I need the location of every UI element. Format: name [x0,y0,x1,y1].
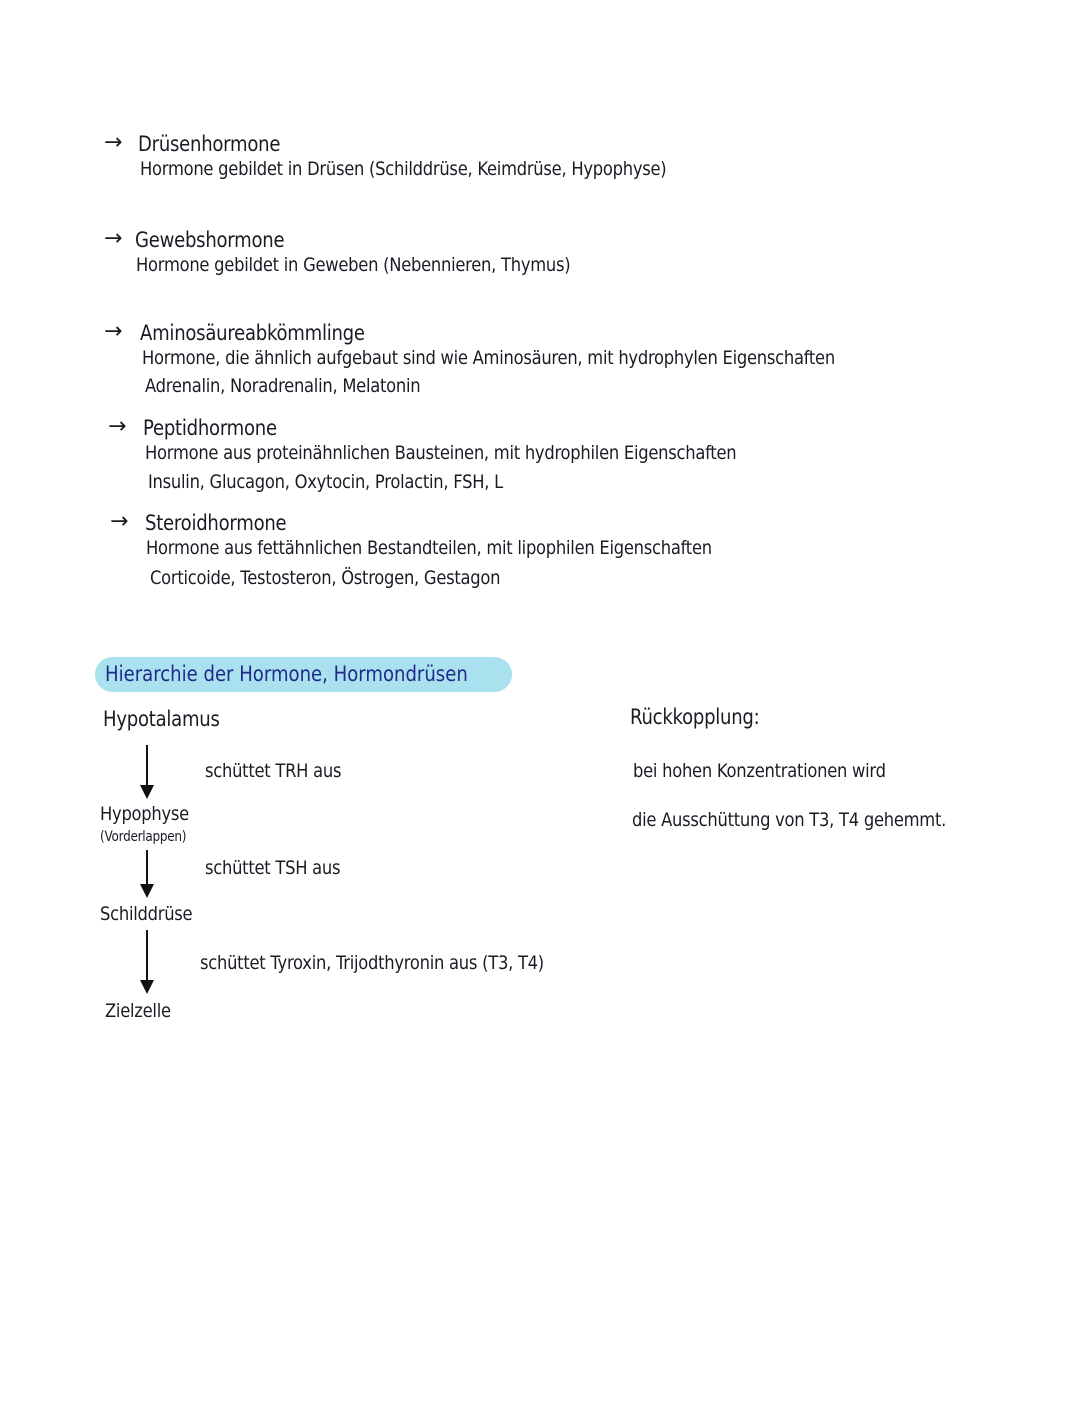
arrow-icon: → [108,414,127,439]
node-hypotalamus: Hypotalamus [103,707,220,731]
section-title: Aminosäureabkömmlinge [140,321,365,345]
section-title: Drüsenhormone [138,132,281,156]
flow-arrow-line [146,745,148,787]
arrow-icon: → [104,130,123,155]
section-text: Hormone aus fettähnlichen Bestandteilen, mit lipophilen Eigenschaften [146,537,712,559]
arrow-down-icon [140,884,154,898]
section-text: Hormone gebildet in Geweben (Nebennieren, Thymus) [136,254,571,276]
arrow-icon: → [110,509,129,534]
section-examples: Corticoide, Testosteron, Östrogen, Gestagon [150,567,501,589]
arrow-down-icon [140,785,154,799]
step-label: schüttet TRH aus [205,760,342,782]
feedback-title: Rückkopplung: [630,705,760,729]
section-examples: Adrenalin, Noradrenalin, Melatonin [145,375,421,397]
node-schilddruese: Schilddrüse [100,903,193,925]
flow-arrow-line [146,930,148,982]
arrow-down-icon [140,980,154,994]
arrow-icon: → [104,319,123,344]
section-text: Hormone gebildet in Drüsen (Schilddrüse, Keimdrüse, Hypophyse) [140,158,667,180]
feedback-text: die Ausschüttung von T3, T4 gehemmt. [632,809,947,831]
hierarchy-heading: Hierarchie der Hormone, Hormondrüsen [105,662,468,686]
step-label: schüttet TSH aus [205,857,341,879]
node-zielzelle: Zielzelle [105,1000,171,1022]
section-examples: Insulin, Glucagon, Oxytocin, Prolactin, FSH, L [148,471,503,493]
arrow-icon: → [104,226,123,251]
section-title: Steroidhormone [145,511,287,535]
section-text: Hormone aus proteinähnlichen Bausteinen, mit hydrophilen Eigenschaften [145,442,737,464]
feedback-text: bei hohen Konzentrationen wird [633,760,886,782]
hierarchy-heading-highlight [95,657,512,692]
section-title: Gewebshormone [135,228,285,252]
flow-arrow-line [146,850,148,886]
section-text: Hormone, die ähnlich aufgebaut sind wie Aminosäuren, mit hydrophylen Eigenschaften [142,347,835,369]
step-label: schüttet Tyroxin, Trijodthyronin aus (T3, T4) [200,952,544,974]
node-hypophyse: Hypophyse [100,803,189,825]
node-note: (Vorderlappen) [100,829,187,845]
section-title: Peptidhormone [143,416,277,440]
